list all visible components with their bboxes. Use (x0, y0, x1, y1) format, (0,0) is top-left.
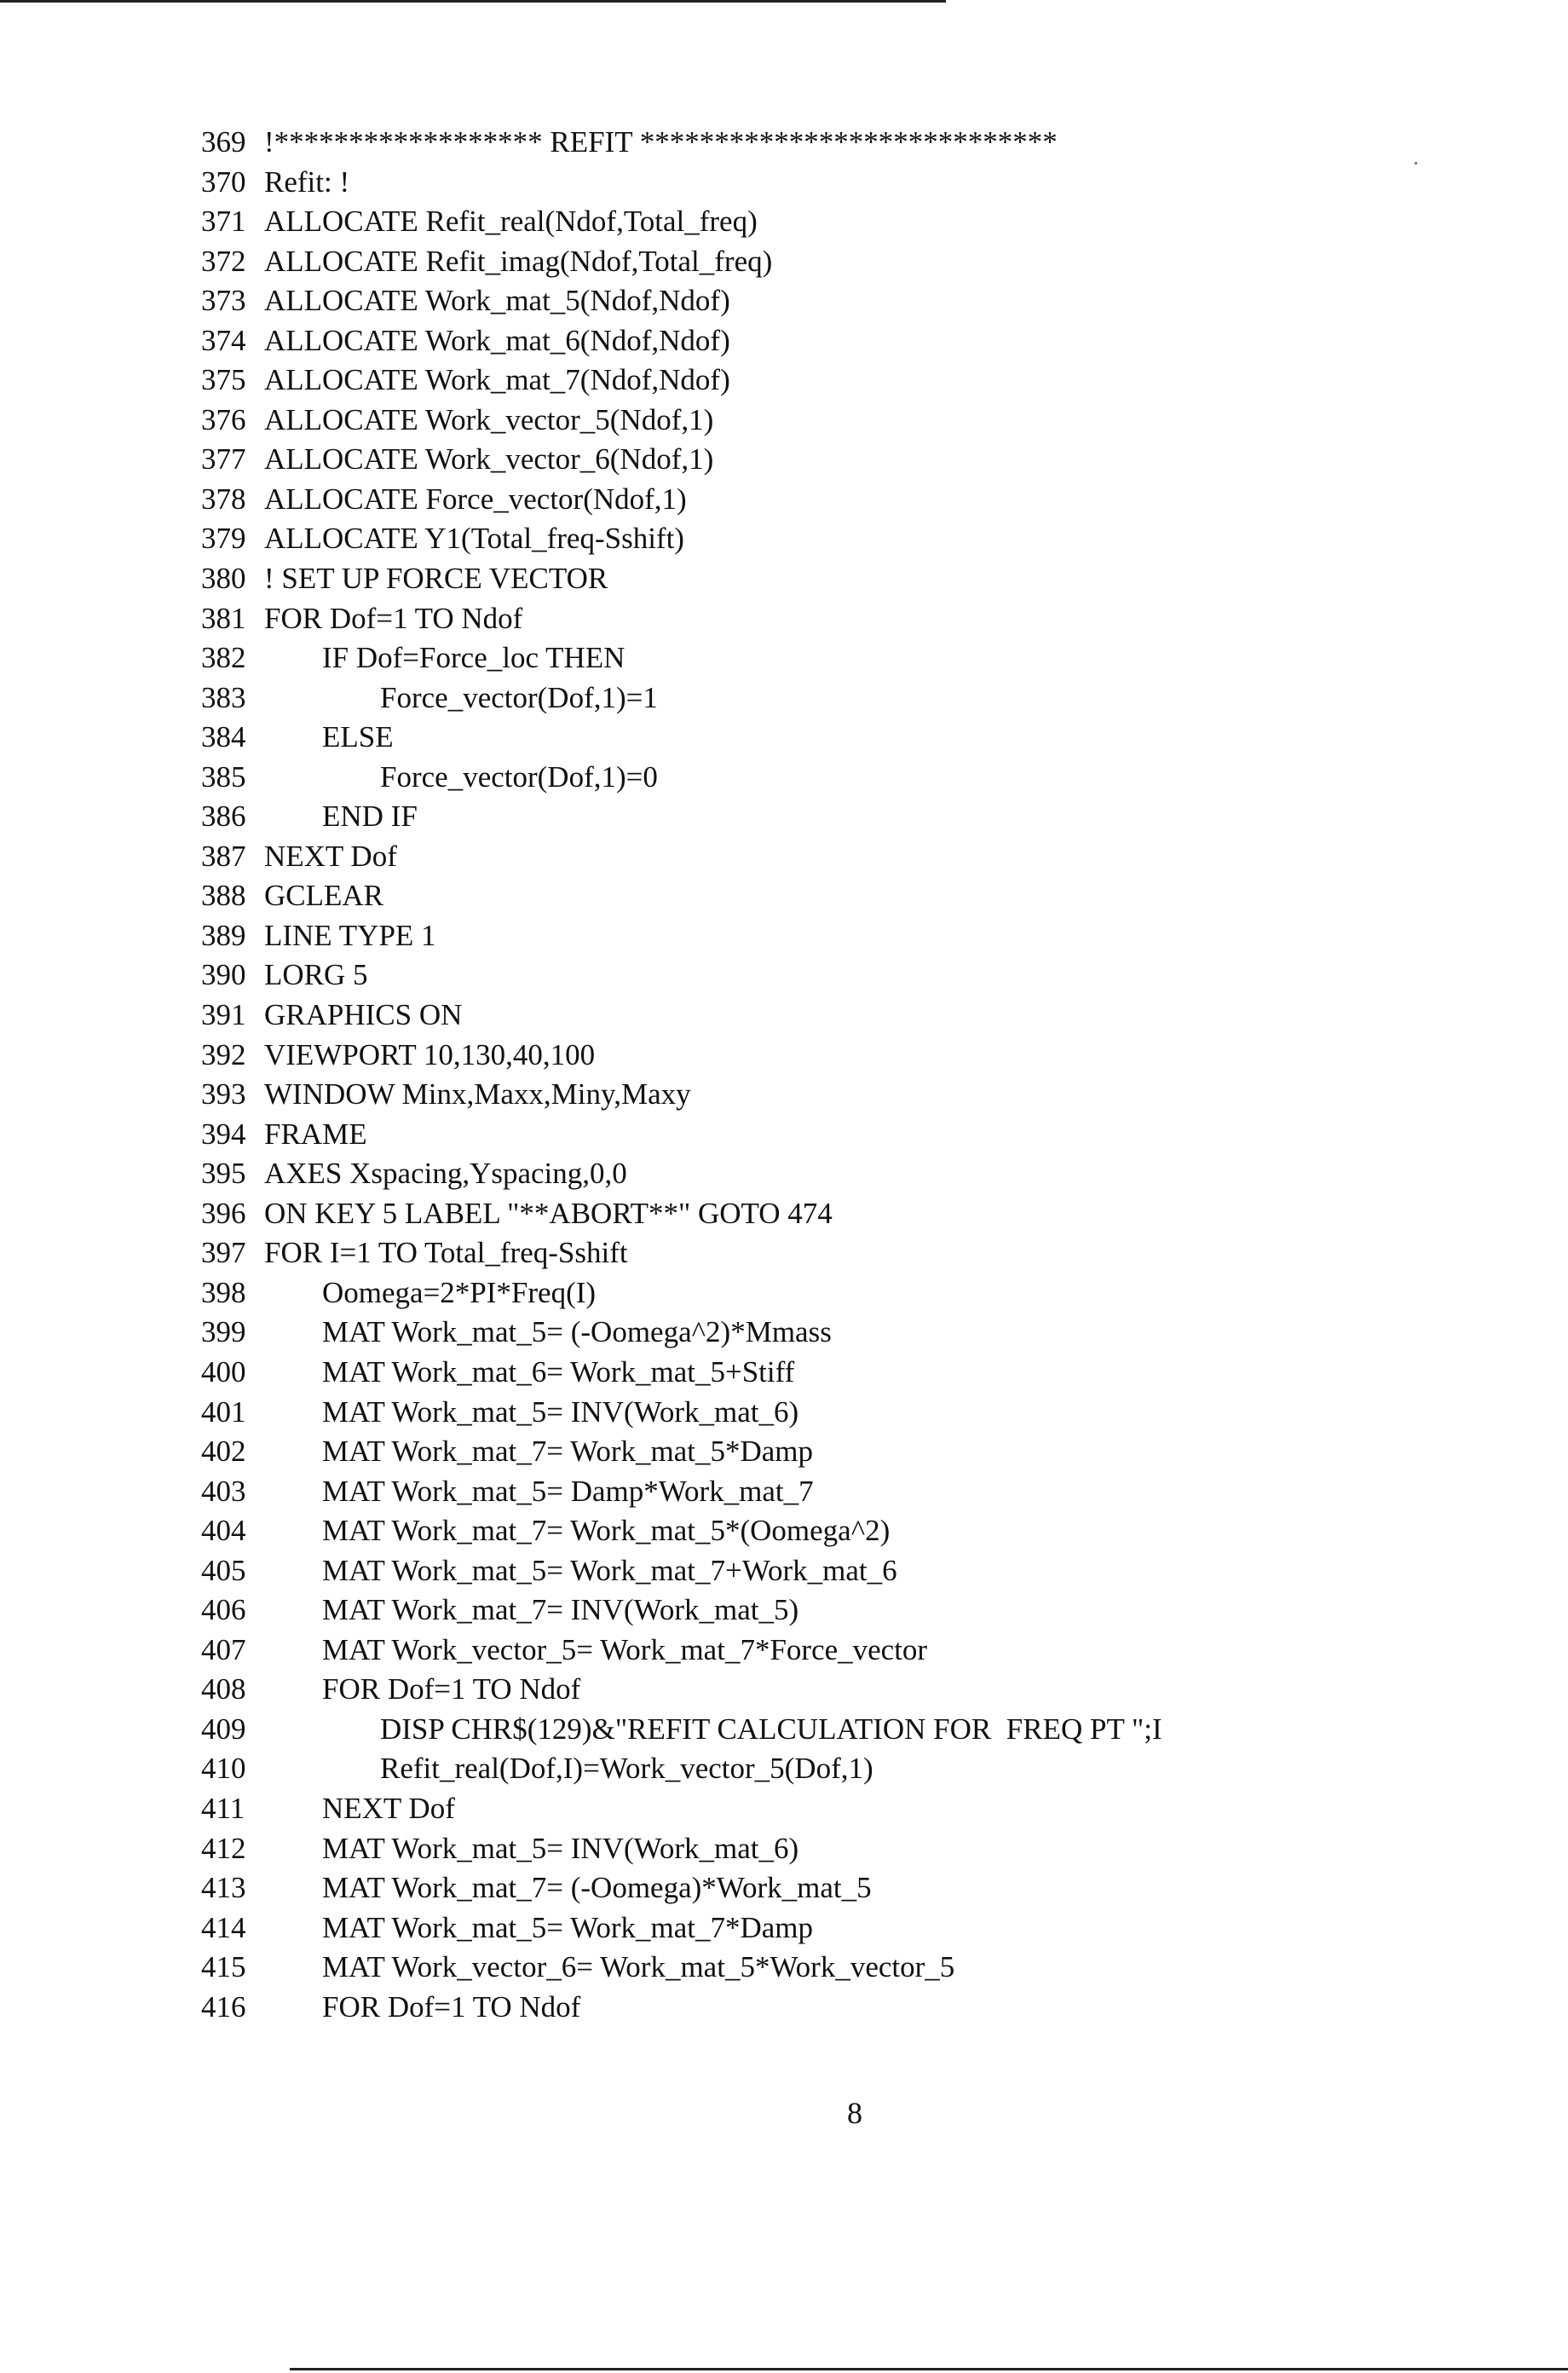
line-number: 379 (201, 522, 246, 556)
line-code: LINE TYPE 1 (264, 918, 436, 952)
line-number: 372 (201, 244, 246, 278)
code-line (201, 718, 1531, 758)
line-number: 412 (201, 1831, 246, 1865)
line-number: 399 (201, 1315, 246, 1349)
line-code: WINDOW Minx,Maxx,Miny,Maxy (264, 1077, 691, 1111)
line-code: MAT Work_mat_5= INV(Work_mat_6) (322, 1394, 799, 1429)
line-code: END IF (322, 800, 418, 834)
line-number: 383 (201, 680, 246, 714)
line-code: !****************** REFIT **************************** (264, 125, 1058, 159)
line-number: 376 (201, 402, 246, 436)
code-line (201, 1908, 1531, 1949)
code-line (201, 996, 1531, 1036)
line-number: 390 (201, 958, 246, 992)
line-code: MAT Work_mat_5= INV(Work_mat_6) (322, 1831, 799, 1865)
line-code: AXES Xspacing,Yspacing,0,0 (264, 1157, 627, 1191)
code-line (201, 559, 1531, 599)
line-code: Refit_real(Dof,I)=Work_vector_5(Dof,1) (380, 1752, 873, 1786)
page-number: 8 (847, 2096, 862, 2130)
line-code: MAT Work_mat_5= Work_mat_7+Work_mat_6 (322, 1553, 897, 1587)
line-number: 371 (201, 205, 246, 239)
line-code: Force_vector(Dof,1)=1 (380, 680, 658, 714)
code-line (201, 123, 1531, 163)
line-code: DISP CHR$(129)&"REFIT CALCULATION FOR FREQ PT ";I (380, 1712, 1162, 1746)
code-line (201, 1273, 1531, 1314)
line-number: 404 (201, 1514, 246, 1548)
line-number: 389 (201, 918, 246, 952)
line-number: 370 (201, 165, 246, 199)
line-number: 401 (201, 1394, 246, 1429)
code-line (201, 1472, 1531, 1512)
code-line (201, 638, 1531, 678)
line-number: 391 (201, 998, 246, 1032)
code-line (201, 281, 1531, 321)
line-code: MAT Work_mat_7= Work_mat_5*(Oomega^2) (322, 1514, 891, 1548)
line-code: MAT Work_mat_5= Damp*Work_mat_7 (322, 1474, 814, 1508)
code-line (201, 1551, 1531, 1591)
line-number: 400 (201, 1354, 246, 1389)
line-code: MAT Work_mat_5= Work_mat_7*Damp (322, 1910, 814, 1944)
line-code: ALLOCATE Work_mat_6(Ndof,Ndof) (264, 323, 730, 357)
bottom-rule (290, 2368, 1568, 2370)
code-line (201, 519, 1531, 559)
code-line (201, 401, 1531, 441)
code-line (201, 1749, 1531, 1789)
line-code: NEXT Dof (264, 839, 397, 873)
code-line (201, 956, 1531, 996)
line-code: IF Dof=Force_loc THEN (322, 641, 625, 675)
code-line (201, 321, 1531, 361)
line-number: 387 (201, 839, 246, 873)
code-line (201, 1591, 1531, 1631)
line-number: 411 (201, 1791, 245, 1825)
code-line (201, 202, 1531, 242)
line-code: FRAME (264, 1117, 367, 1151)
code-line (201, 1988, 1531, 2028)
code-line (201, 1115, 1531, 1155)
line-code: MAT Work_vector_5= Work_mat_7*Force_vector (322, 1632, 928, 1666)
code-line (201, 599, 1531, 639)
line-code: ALLOCATE Work_mat_5(Ndof,Ndof) (264, 284, 730, 318)
code-line (201, 1868, 1531, 1908)
code-line (201, 678, 1531, 719)
code-line (201, 242, 1531, 282)
code-line (201, 1948, 1531, 1988)
line-code: ALLOCATE Work_vector_5(Ndof,1) (264, 402, 714, 436)
code-line (201, 1194, 1531, 1234)
code-line (201, 1670, 1531, 1710)
line-code: LORG 5 (264, 958, 368, 992)
line-code: MAT Work_mat_7= Work_mat_5*Damp (322, 1435, 814, 1469)
code-line (201, 1631, 1531, 1671)
line-number: 409 (201, 1712, 246, 1746)
line-number: 414 (201, 1910, 246, 1944)
line-code: ALLOCATE Y1(Total_freq-Sshift) (264, 522, 684, 556)
top-rule-segment (810, 0, 946, 3)
line-number: 408 (201, 1672, 246, 1706)
line-code: ALLOCATE Work_vector_6(Ndof,1) (264, 442, 714, 476)
code-line (201, 1313, 1531, 1353)
line-number: 398 (201, 1275, 246, 1309)
line-number: 405 (201, 1553, 246, 1587)
line-code: ALLOCATE Refit_imag(Ndof,Total_freq) (264, 244, 773, 278)
code-line (201, 797, 1531, 837)
line-code: GCLEAR (264, 879, 383, 913)
top-rule (0, 0, 937, 3)
code-line (201, 1432, 1531, 1472)
code-line (201, 1154, 1531, 1194)
line-code: NEXT Dof (322, 1791, 455, 1825)
line-number: 413 (201, 1871, 246, 1905)
line-code: FOR I=1 TO Total_freq-Sshift (264, 1236, 628, 1270)
line-number: 385 (201, 759, 246, 794)
line-number: 392 (201, 1037, 246, 1071)
code-line (201, 1829, 1531, 1869)
line-number: 410 (201, 1752, 246, 1786)
line-number: 369 (201, 125, 246, 159)
code-line (201, 480, 1531, 520)
line-code: MAT Work_vector_6= Work_mat_5*Work_vector_5 (322, 1950, 955, 1984)
line-number: 373 (201, 284, 246, 318)
line-number: 380 (201, 562, 246, 596)
line-number: 402 (201, 1435, 246, 1469)
code-line (201, 1511, 1531, 1551)
line-code: FOR Dof=1 TO Ndof (322, 1672, 581, 1706)
line-code: FOR Dof=1 TO Ndof (322, 1989, 581, 2024)
line-code: Refit: ! (264, 165, 350, 199)
line-number: 407 (201, 1632, 246, 1666)
line-number: 397 (201, 1236, 246, 1270)
code-line (201, 163, 1531, 203)
line-code: MAT Work_mat_6= Work_mat_5+Stiff (322, 1354, 795, 1389)
code-line (201, 1710, 1531, 1750)
line-code: VIEWPORT 10,130,40,100 (264, 1037, 596, 1071)
line-number: 415 (201, 1950, 246, 1984)
line-number: 378 (201, 482, 246, 516)
line-number: 403 (201, 1474, 246, 1508)
line-code: FOR Dof=1 TO Ndof (264, 601, 523, 635)
code-line (201, 1789, 1531, 1829)
line-number: 381 (201, 601, 246, 635)
line-number: 386 (201, 800, 246, 834)
code-line (201, 1075, 1531, 1115)
line-code: GRAPHICS ON (264, 998, 463, 1032)
code-line (201, 1233, 1531, 1273)
code-line (201, 876, 1531, 916)
line-code: ALLOCATE Force_vector(Ndof,1) (264, 482, 687, 516)
line-code: ELSE (322, 720, 394, 754)
code-line (201, 440, 1531, 480)
line-code: MAT Work_mat_7= (-Oomega)*Work_mat_5 (322, 1871, 872, 1905)
line-code: Oomega=2*PI*Freq(I) (322, 1275, 597, 1309)
code-line (201, 1036, 1531, 1076)
line-code: MAT Work_mat_5= (-Oomega^2)*Mmass (322, 1315, 832, 1349)
line-number: 375 (201, 363, 246, 397)
code-line (201, 837, 1531, 877)
line-number: 388 (201, 879, 246, 913)
line-number: 393 (201, 1077, 246, 1111)
line-number: 382 (201, 641, 246, 675)
code-line (201, 916, 1531, 956)
line-number: 374 (201, 323, 246, 357)
line-number: 396 (201, 1196, 246, 1230)
line-code: ALLOCATE Refit_real(Ndof,Total_freq) (264, 205, 758, 239)
line-code: Force_vector(Dof,1)=0 (380, 759, 658, 794)
line-number: 406 (201, 1593, 246, 1627)
line-code: MAT Work_mat_7= INV(Work_mat_5) (322, 1593, 799, 1627)
line-number: 395 (201, 1157, 246, 1191)
line-number: 416 (201, 1989, 246, 2024)
code-listing (201, 123, 1531, 2027)
code-line (201, 361, 1531, 401)
code-line (201, 1393, 1531, 1433)
line-number: 394 (201, 1117, 246, 1151)
line-code: ON KEY 5 LABEL "**ABORT**" GOTO 474 (264, 1196, 833, 1230)
code-line (201, 1353, 1531, 1393)
line-code: ALLOCATE Work_mat_7(Ndof,Ndof) (264, 363, 730, 397)
line-code: ! SET UP FORCE VECTOR (264, 562, 608, 596)
line-number: 384 (201, 720, 246, 754)
line-number: 377 (201, 442, 246, 476)
code-line (201, 758, 1531, 798)
